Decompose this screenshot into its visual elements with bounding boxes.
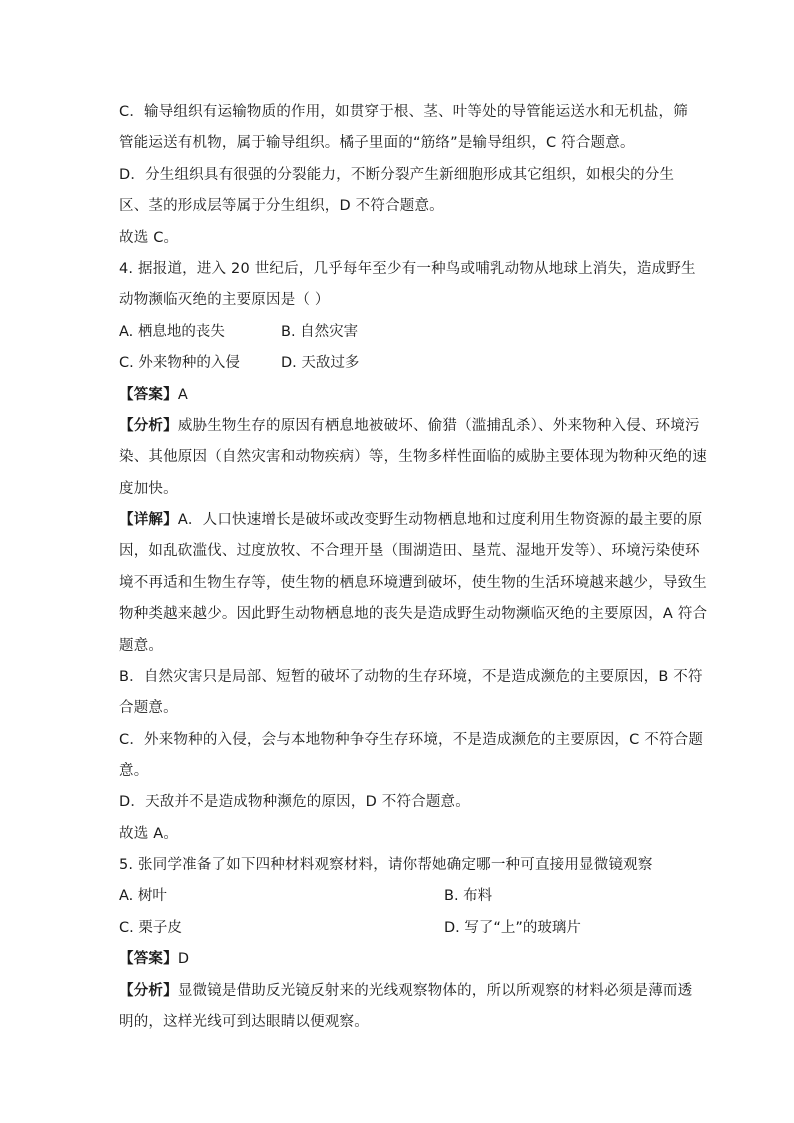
- answer-value: D: [177, 951, 190, 967]
- q5-option-d: D. 写了“上”的玻璃片: [444, 920, 581, 936]
- text-line: B．自然灾害只是局部、短暂的破坏了动物的生存环境，不是造成濒危的主要原因，B 不符: [119, 669, 703, 685]
- q5-option-a: A. 树叶: [119, 888, 167, 904]
- q5-option-b: B. 布料: [444, 888, 493, 904]
- question-4-stem: 4. 据报道，进入 20 世纪后，几乎每年至少有一种鸟或哺乳动物从地球上消失，造成野生: [119, 261, 696, 277]
- text-line: D．天敌并不是造成物种濒危的原因，D 不符合题意。: [119, 794, 470, 810]
- analysis-tag: 【分析】: [119, 418, 178, 434]
- analysis-text: 显微镜是借助反光镜反射来的光线观察物体的，所以所观察的材料必须是薄而透: [177, 983, 693, 999]
- q4-option-b: B. 自然灾害: [281, 324, 359, 340]
- text-line: C．输导组织有运输物质的作用，如贯穿于根、茎、叶等处的导管能运送水和无机盐，筛: [119, 104, 688, 120]
- text-line: 因，如乱砍滥伐、过度放牧、不合理开垦（围湖造田、垦荒、湿地开发等）、环境污染使环: [119, 543, 700, 559]
- text-line: 境不再适和生物生存等，使生物的栖息环境遭到破坏，使生物的生活环境越来越少，导致生: [119, 575, 707, 591]
- answer-5: [119, 949, 679, 969]
- text-line: 题意。: [119, 638, 164, 654]
- text-line: 明的，这样光线可到达眼睛以便观察。: [119, 1014, 369, 1030]
- question-5-stem: 5. 张同学准备了如下四种材料观察材料，请你帮她确定哪一种可直接用显微镜观察: [119, 857, 653, 873]
- analysis-text: 威胁生物生存的原因有栖息地被破坏、偷猎（滥捕乱杀）、外来物种入侵、环境污: [177, 418, 700, 434]
- answer-tag: 【答案】: [119, 387, 178, 403]
- analysis-tag: 【分析】: [119, 983, 178, 999]
- text-line: 染、其他原因（自然灾害和动物疾病）等，生物多样性面临的威胁主要体现为物种灭绝的速: [119, 449, 707, 465]
- q4-option-c: C. 外来物种的入侵: [119, 355, 240, 371]
- answer-tag: 【答案】: [119, 951, 178, 967]
- analysis-5: [119, 981, 693, 1001]
- text-line: 故选 A。: [119, 826, 179, 842]
- text-line: 故选 C。: [119, 230, 179, 246]
- detail-tag: 【详解】: [119, 512, 178, 528]
- text-line: 区、茎的形成层等属于分生组织，D 不符合题意。: [119, 198, 444, 214]
- detail-4: [119, 510, 703, 530]
- text-line: D．分生组织具有很强的分裂能力，不断分裂产生新细胞形成其它组织，如根尖的分生: [119, 167, 675, 183]
- text-line: 意。: [119, 763, 149, 779]
- text-line: 度加快。: [119, 481, 178, 497]
- text-line: 物种类越来越少。因此野生动物栖息地的丧失是造成野生动物濒临灭绝的主要原因，A 符合: [119, 606, 708, 622]
- q5-option-c: C. 栗子皮: [119, 920, 182, 936]
- q4-option-a: A. 栖息地的丧失: [119, 324, 225, 340]
- text-line: 管能运送有机物，属于输导组织。橘子里面的“筋络”是输导组织，C 符合题意。: [119, 135, 635, 151]
- question-4-stem: 动物濒临灭绝的主要原因是（ ）: [119, 292, 330, 308]
- q4-option-d: D. 天敌过多: [281, 355, 360, 371]
- answer-4: [119, 385, 679, 405]
- detail-text: A．人口快速增长是破坏或改变野生动物栖息地和过度利用生物资源的最主要的原: [177, 512, 703, 528]
- answer-value: A: [177, 387, 188, 403]
- text-line: 合题意。: [119, 700, 178, 716]
- text-line: C．外来物种的入侵，会与本地物种争夺生存环境，不是造成濒危的主要原因，C 不符合题: [119, 732, 704, 748]
- analysis-4: [119, 416, 700, 436]
